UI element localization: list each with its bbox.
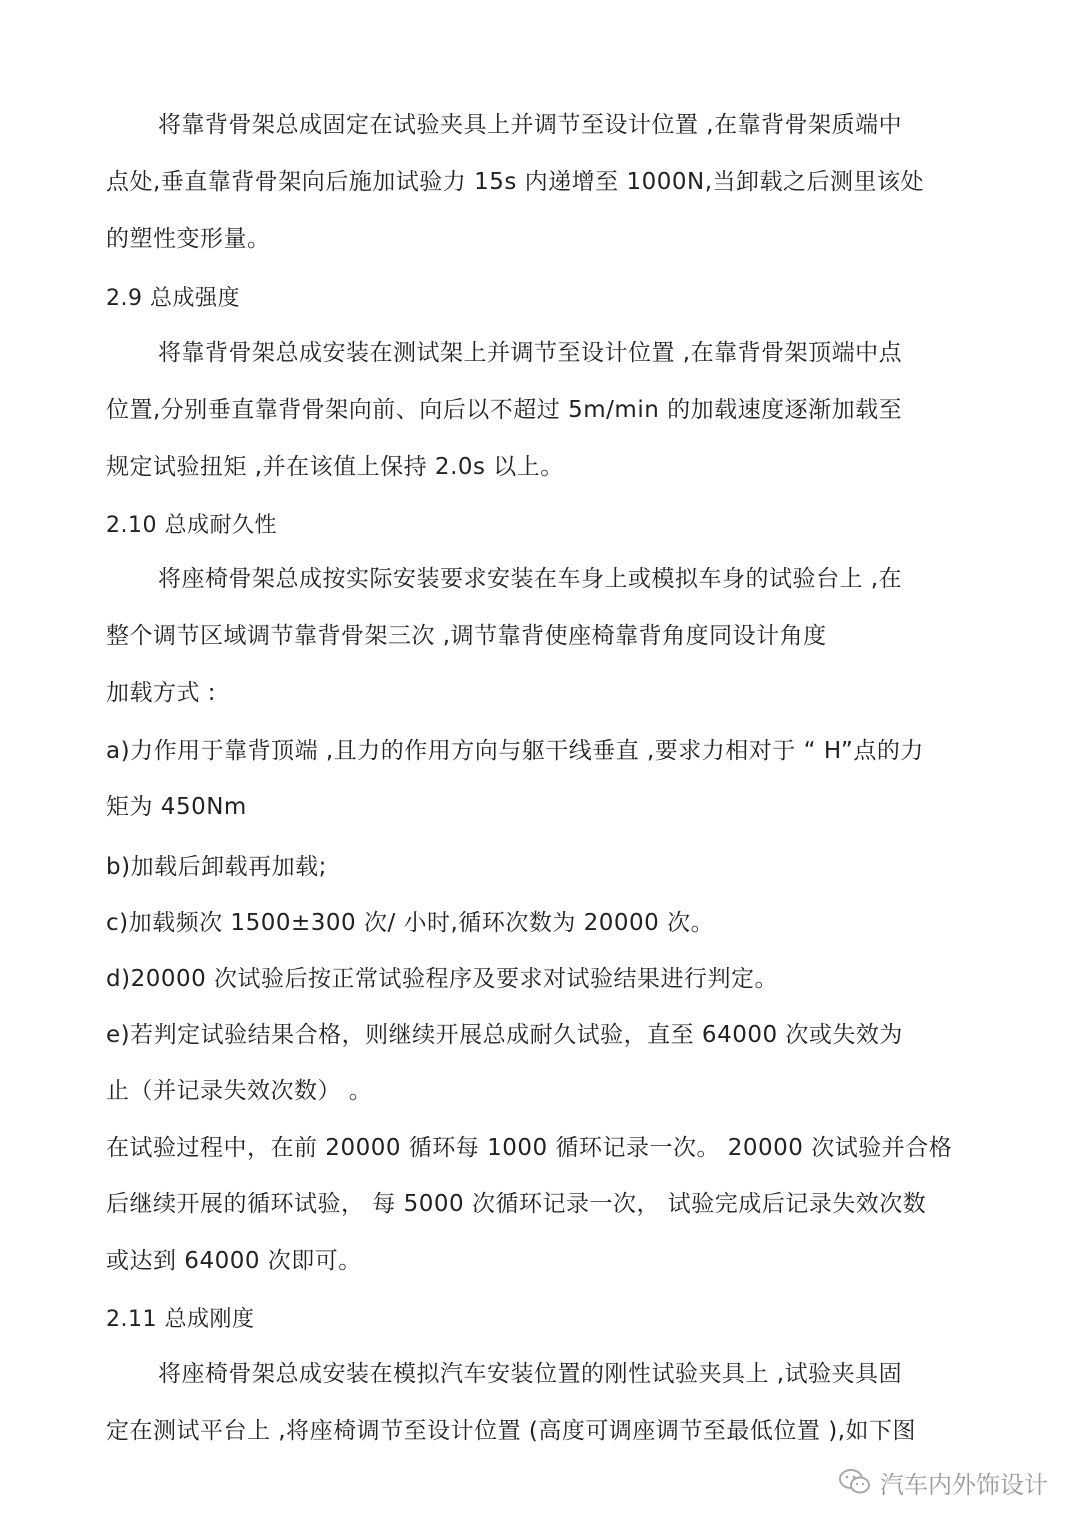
- list-item-e: e)若判定试验结果合格，则继续开展总成耐久试验，直至 64000 次或失效为: [106, 1022, 903, 1048]
- paragraph-line: 整个调节区域调节靠背骨架三次 ,调节靠背使座椅靠背角度同设计角度: [106, 623, 827, 649]
- paragraph-line: 点处,垂直靠背骨架向后施加试验力 15s 内递增至 1000N,当卸载之后测里该处: [106, 169, 925, 195]
- watermark: [838, 1462, 1048, 1502]
- list-item-c: c)加载频次 1500±300 次/ 小时,循环次数为 20000 次。: [106, 910, 715, 936]
- section-heading-2-11: 2.11 总成刚度: [106, 1307, 255, 1332]
- list-item-e-continued: 止（并记录失效次数） 。: [106, 1078, 373, 1104]
- paragraph-line: 将座椅骨架总成按实际安装要求安装在车身上或模拟车身的试验台上 ,在: [158, 566, 903, 592]
- record-paragraph-line: 或达到 64000 次即可。: [106, 1248, 362, 1274]
- record-paragraph-line: 在试验过程中，在前 20000 循环每 1000 循环记录一次。 20000 次试验并合格: [106, 1135, 953, 1161]
- paragraph-line: 将靠背骨架总成固定在试验夹具上并调节至设计位置 ,在靠背骨架质端中: [158, 112, 903, 138]
- section-heading-2-10: 2.10 总成耐久性: [106, 513, 277, 538]
- list-item-a: a)力作用于靠背顶端 ,且力的作用方向与躯干线垂直 ,要求力相对于 “ H”点的力: [106, 738, 924, 764]
- paragraph-line: 位置,分别垂直靠背骨架向前、向后以不超过 5m/min 的加载速度逐渐加载至: [106, 397, 903, 423]
- watermark-text: 汽车内外饰设计: [880, 1470, 1048, 1499]
- list-item-d: d)20000 次试验后按正常试验程序及要求对试验结果进行判定。: [106, 966, 779, 992]
- paragraph-line: 的塑性变形量。: [106, 226, 271, 252]
- list-item-b: b)加载后卸载再加载;: [106, 854, 327, 880]
- paragraph-line: 规定试验扭矩 ,并在该值上保持 2.0s 以上。: [106, 454, 564, 480]
- paragraph-line: 将靠背骨架总成安装在测试架上并调节至设计位置 ,在靠背骨架顶端中点: [158, 340, 903, 366]
- paragraph-line: 定在测试平台上 ,将座椅调节至设计位置 (高度可调座调节至最低位置 ),如下图: [106, 1418, 917, 1444]
- paragraph-line: 将座椅骨架总成安装在模拟汽车安装位置的刚性试验夹具上 ,试验夹具固: [158, 1361, 903, 1387]
- loading-method-label: 加载方式 :: [106, 680, 217, 706]
- wechat-icon: [838, 1467, 872, 1497]
- list-item-a-continued: 矩为 450Nm: [106, 794, 247, 820]
- section-heading-2-9: 2.9 总成强度: [106, 286, 240, 311]
- record-paragraph-line: 后继续开展的循环试验， 每 5000 次循环记录一次， 试验完成后记录失效次数: [106, 1191, 927, 1217]
